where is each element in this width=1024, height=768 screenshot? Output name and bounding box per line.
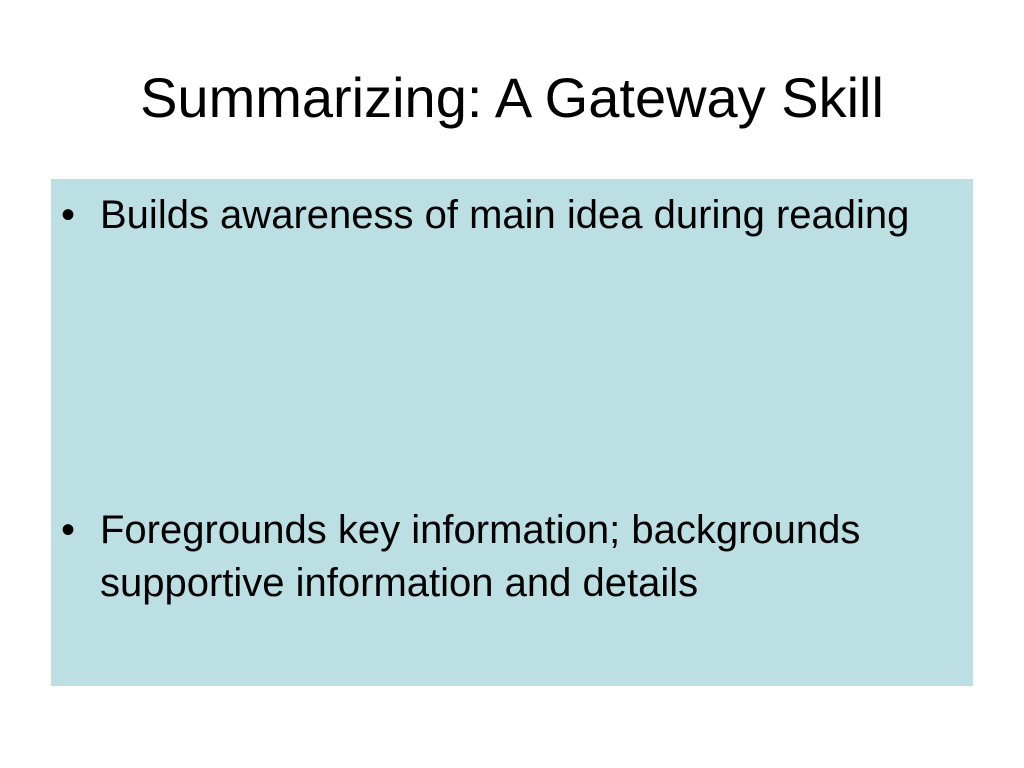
bullet-text: Foregrounds key information; backgrounds supportive information and details — [100, 508, 861, 605]
content-box — [51, 179, 973, 686]
bullet-icon: • — [61, 508, 76, 552]
slide-title: Summarizing: A Gateway Skill — [140, 66, 884, 129]
bullet-text: Builds awareness of main idea during reading — [100, 193, 910, 237]
bullet-item-key-information — [51, 504, 951, 610]
bullet-item-main-idea — [51, 189, 951, 242]
bullet-icon: • — [61, 193, 76, 237]
